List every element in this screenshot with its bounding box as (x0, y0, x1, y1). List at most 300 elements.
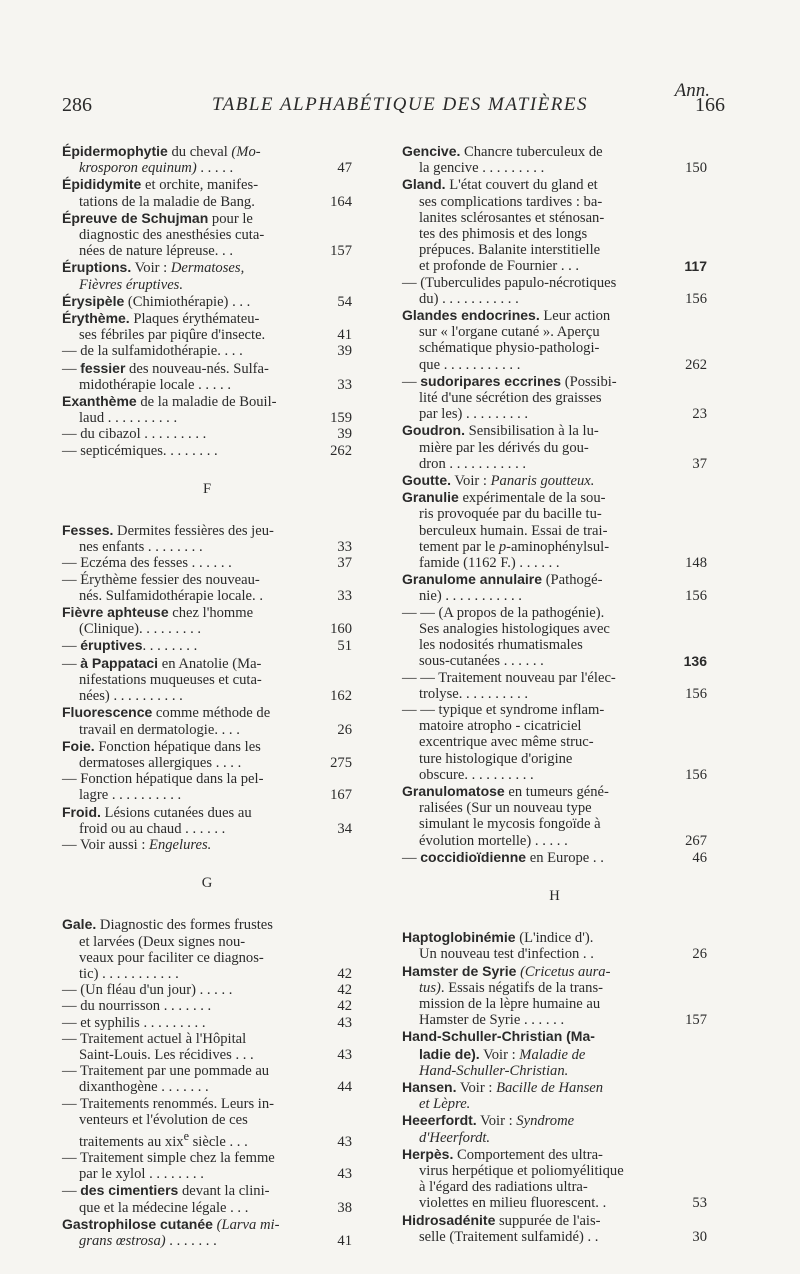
index-entry (62, 259, 352, 292)
index-entry (62, 443, 352, 459)
entry-headword: Épreuve de Schujman (62, 209, 209, 226)
entry-text: prépuces. Balanite interstitielle (419, 242, 601, 259)
entry-page-number: 46 (692, 849, 707, 866)
index-entry (402, 489, 707, 571)
entry-line (402, 767, 661, 783)
index-entry (62, 655, 352, 705)
entry-text: e (183, 1128, 189, 1143)
entry-line (402, 555, 661, 571)
entry-line (402, 653, 661, 669)
section-letter: F (202, 480, 212, 497)
entry-line (402, 242, 661, 258)
entry-text: diagnostic des anesthésies cuta- (79, 227, 265, 244)
entry-text: Sensibilisation à la lu- (465, 423, 599, 440)
entry-line (402, 1212, 661, 1229)
entry-line (62, 637, 306, 654)
entry-line (402, 980, 661, 996)
index-entry (402, 373, 707, 423)
index-entry (62, 1182, 352, 1215)
entry-text: traitements au xix (79, 1133, 184, 1150)
entry-headword: Goutte. (402, 472, 451, 489)
entry-page-number: 43 (337, 1166, 352, 1183)
left-column (62, 143, 352, 1249)
entry-line (62, 1063, 306, 1079)
entry-text: -aminophénylsul- (506, 538, 610, 555)
entry-line (402, 996, 661, 1012)
entry-text: en Europe . . (526, 849, 604, 866)
entry-line (62, 293, 306, 310)
entry-text: froid ou au chaud . . . . . . (79, 820, 226, 837)
entry-line (402, 275, 661, 291)
index-entry (62, 393, 352, 426)
entry-text: Voir : (456, 1079, 497, 1096)
entry-line (62, 143, 306, 160)
entry-line (62, 377, 306, 393)
entry-page-number: 157 (330, 243, 352, 260)
entry-page-number: 136 (683, 653, 707, 670)
index-entry (402, 1028, 707, 1079)
entry-text: — Érythème fessier des nouveau- (62, 571, 260, 588)
index-entry (62, 555, 352, 571)
entry-text: — (Un fléau d'un jour) . . . . . (62, 982, 233, 999)
index-entry (62, 1150, 352, 1182)
entry-text: sur « l'organe cutané ». Aperçu (419, 324, 600, 341)
entry-page-number: 156 (685, 685, 707, 702)
index-entry (62, 982, 352, 998)
entry-reference: grans œstrosa) (79, 1233, 166, 1250)
entry-text: — (402, 373, 421, 390)
entry-line (402, 1163, 661, 1179)
entry-line (402, 734, 661, 750)
entry-text: par le xylol . . . . . . . . (79, 1166, 204, 1183)
entry-page-number: 51 (337, 638, 352, 655)
entry-text: devant la clini- (178, 1183, 270, 1200)
entry-text: — (62, 655, 81, 672)
entry-line (62, 1015, 306, 1031)
entry-text: dermatoses allergiques . . . . (79, 754, 242, 771)
entry-reference: Panaris goutteux. (490, 473, 595, 490)
entry-text: des nouveau-nés. Sulfa- (125, 360, 269, 377)
entry-line (402, 718, 661, 734)
entry-text: — — typique et syndrome inflam- (402, 701, 605, 718)
entry-text: nées) . . . . . . . . . . (79, 688, 183, 705)
entry-line (402, 258, 661, 274)
entry-text: comme méthode de (152, 705, 271, 722)
entry-page-number: 164 (330, 193, 352, 210)
entry-reference: et Lèpre. (419, 1096, 471, 1113)
entry-line (402, 571, 661, 588)
entry-text: chez l'homme (168, 605, 254, 622)
index-entry (402, 963, 707, 1029)
entry-line (402, 489, 661, 506)
entry-line (62, 1096, 306, 1112)
entry-text: — (402, 849, 421, 866)
entry-text: nie) . . . . . . . . . . . (419, 588, 522, 605)
entry-reference: krosporon equinum) (79, 160, 197, 177)
index-entry (402, 176, 707, 274)
entry-text: venteurs et l'évolution de ces (79, 1111, 248, 1128)
entry-line (62, 837, 306, 853)
entry-text: la gencive . . . . . . . . . (419, 160, 545, 177)
index-entry (62, 360, 352, 393)
index-entry (62, 210, 352, 260)
entry-line (402, 226, 661, 242)
entry-line (62, 982, 306, 998)
entry-line (62, 160, 306, 176)
entry-line (402, 291, 661, 307)
entry-text: mière par les dérivés du gou- (419, 439, 589, 456)
entry-line (402, 194, 661, 210)
entry-line (402, 143, 661, 160)
entry-reference: Hand-Schuller-Christian. (419, 1062, 569, 1079)
index-entry (402, 702, 707, 783)
entry-headword: Gencive. (402, 143, 461, 159)
entry-text: lité d'une sécrétion des graisses (419, 390, 602, 407)
entry-page-number: 150 (685, 160, 707, 177)
index-entry (62, 1015, 352, 1031)
entry-text: berculeux humain. Essai de trai- (419, 522, 608, 539)
entry-headword: Goudron. (402, 422, 465, 439)
entry-line (402, 588, 661, 604)
index-entry (62, 604, 352, 637)
entry-text: pour le (208, 210, 253, 227)
handwritten-annotation: Ann. (674, 80, 710, 101)
entry-reference: (Larva mi- (216, 1216, 280, 1233)
entry-text: — Eczéma des fesses . . . . . . (62, 555, 232, 572)
index-entry (62, 343, 352, 359)
entry-line (402, 472, 661, 489)
entry-page-number: 156 (685, 588, 707, 605)
index-entry (402, 1112, 707, 1145)
entry-text: et profonde de Fournier . . . (419, 258, 580, 275)
entry-text: du cheval (167, 144, 232, 160)
index-entry (402, 849, 707, 866)
entry-line (402, 324, 661, 340)
index-entry (62, 143, 352, 176)
entry-headword: à Pappataci (80, 654, 159, 671)
entry-headword: Foie. (62, 737, 95, 754)
entry-line (62, 360, 306, 377)
entry-page-number: 39 (337, 343, 352, 360)
entry-reference: p (498, 538, 507, 555)
entry-line (62, 688, 306, 704)
entry-text: du) . . . . . . . . . . . (419, 290, 519, 307)
entry-page-number: 26 (692, 946, 707, 963)
entry-line (62, 522, 306, 539)
index-entry (402, 307, 707, 373)
entry-text: laud . . . . . . . . . . (79, 410, 178, 427)
index-entry (62, 293, 352, 310)
entry-text: tic) . . . . . . . . . . . (79, 965, 179, 982)
entry-line (402, 849, 661, 866)
entry-headword: Granulome annulaire (402, 571, 543, 588)
entry-text: à l'égard des radiations ultra- (419, 1179, 588, 1196)
right-column (402, 143, 707, 1245)
entry-text: expérimentale de la sou- (458, 490, 606, 507)
entry-headword: Épidermophytie (62, 143, 168, 159)
entry-text: — Fonction hépatique dans la pel- (62, 771, 264, 788)
entry-text: famide (1162 F.) . . . . . . (419, 555, 560, 572)
entry-line (62, 539, 306, 555)
entry-text: . . . . . (196, 160, 234, 177)
entry-headword: Épididymite (62, 176, 142, 193)
entry-page-number: 33 (337, 539, 352, 556)
entry-line (402, 1130, 661, 1146)
entry-text: — Traitements renommés. Leurs in- (62, 1095, 274, 1112)
entry-text: — de la sulfamidothérapie. . . . (62, 343, 243, 360)
entry-text: . . . . . . . (165, 1233, 217, 1250)
entry-headword: Fesses. (62, 522, 114, 539)
entry-text: — du nourrisson . . . . . . . (62, 998, 212, 1015)
entry-line (402, 160, 661, 176)
entry-line (62, 672, 306, 688)
entry-page-number: 34 (337, 820, 352, 837)
entry-text: Lésions cutanées dues au (100, 804, 252, 821)
entry-line (402, 523, 661, 539)
entry-line (62, 771, 306, 787)
entry-headword: Glandes endocrines. (402, 307, 540, 324)
entry-page-number: 33 (337, 376, 352, 393)
entry-line (402, 1112, 661, 1129)
entry-text: Ses analogies histologiques avec (419, 620, 610, 637)
entry-line (62, 572, 306, 588)
entry-text: nes enfants . . . . . . . . (79, 539, 203, 556)
index-entry (62, 310, 352, 343)
entry-headword: Gale. (62, 916, 97, 933)
entry-line (402, 307, 661, 324)
entry-line (62, 1216, 306, 1233)
index-entry (402, 422, 707, 472)
entry-page-number: 41 (337, 327, 352, 344)
entry-text: ses fébriles par piqûre d'insecte. (79, 327, 266, 344)
entry-line (62, 738, 306, 755)
index-entry (62, 572, 352, 604)
entry-text: par les) . . . . . . . . . (419, 406, 529, 423)
entry-text: suppurée de l'ais- (495, 1212, 601, 1229)
entry-page-number: 156 (685, 766, 707, 783)
index-entry (402, 275, 707, 307)
entry-text: évolution mortelle) . . . . . (419, 832, 568, 849)
entry-headword: Granulie (402, 489, 459, 506)
entry-line (402, 800, 661, 816)
entry-headword: Granulomatose (402, 782, 505, 799)
entry-line (402, 670, 661, 686)
entry-line (402, 390, 661, 406)
entry-text: (Chimiothérapie) . . . (124, 293, 251, 310)
entry-line (62, 655, 306, 672)
entry-page-number: 41 (337, 1233, 352, 1250)
entry-text: violettes en milieu fluorescent. . (419, 1195, 607, 1212)
entry-line (62, 227, 306, 243)
entry-text: excentrique avec même struc- (419, 734, 594, 751)
entry-page-number: 54 (337, 293, 352, 310)
index-entry (62, 916, 352, 982)
index-entry (402, 605, 707, 670)
entry-text: simulant le mycosis fongoïde à (419, 816, 601, 833)
entry-line (62, 393, 306, 410)
entry-page-number: 162 (330, 688, 352, 705)
entry-text: Voir : (451, 473, 491, 490)
entry-text: Diagnostic des formes frustes (96, 917, 273, 934)
entry-text: lagre . . . . . . . . . . (79, 787, 182, 804)
entry-line (62, 704, 306, 721)
entry-text: Saint-Louis. Les récidives . . . (79, 1046, 254, 1063)
entry-text: trolyse. . . . . . . . . . (419, 685, 529, 702)
entry-line (62, 1166, 306, 1182)
entry-line (62, 343, 306, 359)
entry-headword: Hansen. (402, 1078, 457, 1095)
entry-page-number: 37 (337, 555, 352, 572)
entry-text: ralisées (Sur un nouveau type (419, 800, 592, 817)
entry-text: tes des phimosis et des longs (419, 226, 588, 243)
entry-headword: Hand-Schuller-Christian (Ma- (402, 1028, 595, 1045)
entry-text: tations de la maladie de Bang. (79, 193, 255, 210)
entry-line (402, 1146, 661, 1163)
entry-text: schématique physio-pathologi- (419, 340, 600, 357)
entry-text: Dermites fessières des jeu- (113, 523, 274, 540)
entry-line (62, 916, 306, 933)
entry-page-number: 42 (337, 998, 352, 1015)
entry-headword: Fièvre aphteuse (62, 604, 169, 621)
entry-text: Voir : (479, 1046, 520, 1063)
index-entry (62, 1216, 352, 1249)
entry-line (62, 1079, 306, 1095)
entry-line (402, 210, 661, 226)
entry-headword: Haptoglobinémie (402, 929, 516, 946)
entry-line (62, 1112, 306, 1128)
entry-line (402, 176, 661, 193)
entry-line (62, 1182, 306, 1199)
entry-text: — Voir aussi : (62, 836, 150, 853)
entry-text: mission de la lèpre humaine au (419, 995, 601, 1012)
entry-page-number: 117 (684, 258, 707, 275)
entry-line (402, 1229, 661, 1245)
entry-reference: d'Heerfordt. (419, 1129, 491, 1146)
entry-headword: fessier (80, 359, 126, 376)
entry-line (62, 821, 306, 837)
entry-headword: Gland. (402, 176, 446, 193)
entry-reference: (Mo- (231, 144, 261, 160)
entry-line (402, 440, 661, 456)
entry-text: — (Tuberculides papulo-nécrotiques (402, 274, 617, 291)
entry-headword: Hidrosadénite (402, 1211, 496, 1228)
entry-page-number: 42 (337, 982, 352, 999)
index-entry (62, 1063, 352, 1095)
page-number: 286 (62, 94, 92, 116)
entry-line (402, 637, 661, 653)
entry-page-number: 157 (685, 1012, 707, 1029)
entry-line (62, 327, 306, 343)
entry-line (62, 1047, 306, 1063)
entry-headword: Herpès. (402, 1145, 454, 1162)
entry-reference: Bacille de Hansen (496, 1079, 604, 1096)
entry-page-number: 30 (692, 1228, 707, 1245)
index-entry (402, 472, 707, 489)
entry-line (402, 456, 661, 472)
entry-text: L'état couvert du gland et (445, 177, 598, 194)
entry-text: Voir : (476, 1113, 517, 1130)
entry-line (402, 1028, 661, 1045)
entry-line (402, 373, 661, 390)
entry-reference: tus) (419, 979, 441, 996)
entry-page-number: 148 (685, 555, 707, 572)
entry-line (402, 946, 661, 962)
entry-line (62, 1233, 306, 1249)
entry-page-number: 43 (337, 1133, 352, 1150)
entry-text: et larvées (Deux signes nou- (79, 933, 246, 950)
entry-line (62, 243, 306, 259)
entry-line (62, 555, 306, 571)
entry-line (402, 816, 661, 832)
entry-text: ris provoquée par du bacille tu- (419, 506, 602, 523)
entry-line (402, 702, 661, 718)
entry-page-number: 39 (337, 426, 352, 443)
index-entry (402, 1212, 707, 1245)
entry-page-number: 262 (685, 356, 707, 373)
entry-page-number: 23 (692, 406, 707, 423)
entry-text: que . . . . . . . . . . . (419, 356, 521, 373)
entry-page-number: 43 (337, 1014, 352, 1031)
entry-headword: Érysipèle (62, 292, 125, 309)
entry-line (402, 506, 661, 522)
entry-text: et orchite, manifes- (141, 177, 259, 194)
entry-page-number: 37 (692, 455, 707, 472)
entry-line (402, 605, 661, 621)
entry-text: dixanthogène . . . . . . . (79, 1079, 209, 1096)
entry-text: — du cibazol . . . . . . . . . (62, 426, 207, 443)
entry-headword: Érythème. (62, 310, 130, 327)
entry-line (62, 443, 306, 459)
entry-line (402, 1179, 661, 1195)
entry-text: selle (Traitement sulfamidé) . . (419, 1228, 599, 1245)
entry-headword: sudoripares eccrines (420, 372, 562, 389)
entry-text: en tumeurs géné- (504, 783, 609, 800)
index-entry (62, 804, 352, 837)
index-entry (402, 1146, 707, 1212)
entry-line (62, 755, 306, 771)
index-entry (62, 637, 352, 654)
entry-text: obscure. . . . . . . . . . (419, 766, 534, 783)
entry-headword: coccidioïdienne (420, 848, 527, 865)
volume-number: 166 (695, 94, 725, 116)
entry-line (402, 1079, 661, 1096)
entry-text: — Traitement par une pommade au (62, 1063, 270, 1080)
entry-text: de la maladie de Bouil- (136, 394, 277, 411)
entry-line (402, 340, 661, 356)
entry-text: tement par le (419, 538, 499, 555)
entry-line (402, 1195, 661, 1211)
entry-reference: Maladie de (519, 1046, 586, 1063)
entry-text: matoire atropho - cicatriciel (419, 718, 582, 735)
entry-text: nés. Sulfamidothérapie locale. . (79, 587, 263, 604)
entry-line (402, 686, 661, 702)
entry-page-number: 53 (692, 1195, 707, 1212)
entry-line (62, 277, 306, 293)
entry-text: siècle . . . (188, 1133, 248, 1150)
entry-headword: Exanthème (62, 393, 137, 410)
entry-line (402, 1012, 661, 1028)
entry-text: que et la médecine légale . . . (79, 1199, 249, 1216)
entry-line (62, 588, 306, 604)
entry-text: Plaques érythémateu- (129, 311, 260, 328)
index-entry (62, 1096, 352, 1150)
entry-line (402, 406, 661, 422)
entry-text: ture histologique d'origine (419, 750, 573, 767)
entry-reference: (Cricetus aura- (520, 963, 611, 980)
entry-page-number: 38 (337, 1199, 352, 1216)
entry-text: Un nouveau test d'infection . . (419, 946, 594, 963)
entry-text: Voir : (131, 260, 171, 277)
